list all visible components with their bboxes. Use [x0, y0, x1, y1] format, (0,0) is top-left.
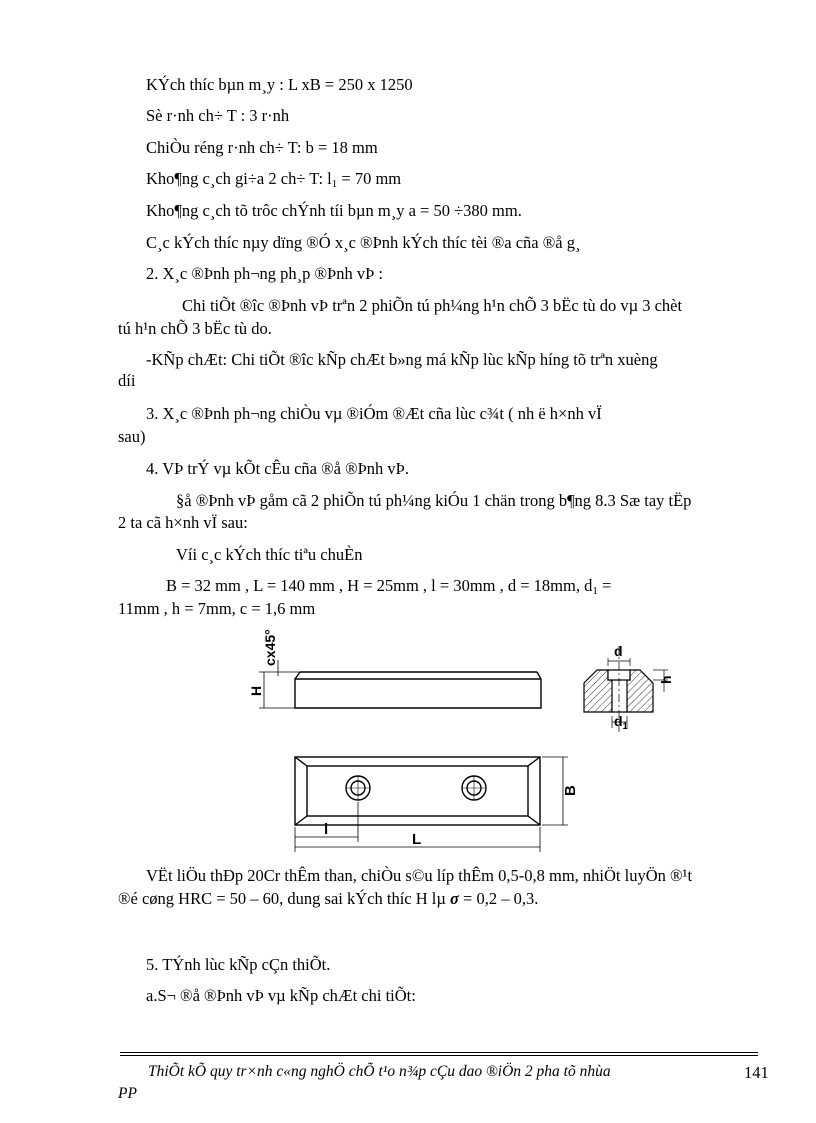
text-line-21: [118, 889, 538, 909]
text-line-17: Víi c¸c kÝch thíc tiªu chuÈn: [176, 545, 363, 564]
text-line-19: 11mm , h = 7mm, c = 1,6 mm: [118, 599, 316, 618]
text-line-18-part-b: =: [597, 576, 612, 595]
text-line-20: VËt liÖu thÐp 20Cr thÊm than, chiÒu s©u líp thÊm 0,5-0,8 mm, nhiÖt luyÖn ®¹t: [146, 866, 693, 885]
text-line-13: sau): [118, 427, 146, 446]
text-line-4: [146, 169, 401, 189]
section-heading-5: 5. TÝnh lùc kÑp cÇn thiÕt.: [146, 955, 331, 974]
label-l: l: [324, 821, 329, 838]
subscript-1: 1: [331, 178, 338, 190]
text-line-18-part-a: B = 32 mm , L = 140 mm , H = 25mm , l = 30mm , d = 18mm, d: [166, 576, 593, 595]
text-line-5: Kho¶ng c¸ch tõ trôc chÝnh tíi bµn m¸y a = 50 ÷380 mm.: [146, 201, 522, 220]
text-line-9: tú h¹n chÕ 3 bËc tù do.: [118, 319, 272, 338]
label-H: H: [248, 685, 264, 696]
text-line-2: Sè r·nh ch÷ T : 3 r·nh: [146, 106, 290, 125]
section-heading-2: 2. X¸c ®Þnh ph¬ng ph¸p ®Þnh vÞ :: [146, 264, 383, 283]
page-number: 141: [744, 1063, 769, 1082]
cross-section-view: [584, 646, 668, 732]
text-line-4-part-a: Kho¶ng c¸ch gi÷a 2 ch÷ T: l: [146, 169, 332, 188]
text-line-23: a.S¬ ®å ®Þnh vÞ vµ kÑp chÆt chi tiÕt:: [146, 986, 416, 1005]
text-line-10: -KÑp chÆt: Chi tiÕt ®îc kÑp chÆt b»ng má kÑp lùc kÑp híng tõ trªn xuèng: [146, 350, 658, 369]
label-d1-sub: 1: [622, 721, 628, 731]
text-line-1: KÝch thíc bµn m¸y : L xB = 250 x 1250: [146, 75, 413, 94]
top-view: [295, 757, 568, 852]
footer-rule-bottom: [120, 1055, 758, 1056]
text-line-16: 2 ta cã h×nh vÏ sau:: [118, 513, 248, 532]
sigma-symbol: σ: [449, 889, 459, 908]
text-line-21-part-a: ®é cøng HRC = 50 – 60, dung sai kÝch thíc H lµ: [118, 889, 450, 908]
text-line-8: Chi tiÕt ®îc ®Þnh vÞ trªn 2 phiÕn tú ph¼ng h¹n chÕ 3 bËc tù do vµ 3 chèt: [182, 296, 683, 315]
label-chamfer: cx45°: [262, 629, 278, 666]
section-heading-3: 3. X¸c ®Þnh ph¬ng chiÒu vµ ®iÓm ®Æt cña lùc c¾t ( nh ë h×nh vÏ: [146, 404, 602, 423]
label-d1-main: d: [614, 713, 623, 729]
label-B: B: [562, 785, 579, 796]
side-view: [259, 660, 541, 708]
label-h: h: [658, 675, 674, 684]
footer-title-cont: PP: [118, 1085, 137, 1102]
text-line-11: díi: [118, 371, 136, 390]
text-line-15: §å ®Þnh vÞ gåm cã 2 phiÕn tú ph¼ng kiÓu 1 chän trong b¶ng 8.3 Sæ tay tËp: [176, 491, 692, 510]
text-line-6: C¸c kÝch thíc nµy dïng ®Ó x¸c ®Þnh kÝch thíc tèi ®a cña ®å g¸: [146, 233, 581, 252]
label-d1: [614, 713, 628, 731]
label-d: d: [614, 643, 623, 659]
text-line-4-part-b: = 70 mm: [337, 169, 402, 188]
label-L: L: [412, 831, 422, 848]
locating-plate-drawing: [0, 620, 816, 860]
text-line-3: ChiÒu réng r·nh ch÷ T: b = 18 mm: [146, 138, 378, 157]
section-heading-4: 4. VÞ trÝ vµ kÕt cÊu cña ®å ®Þnh vÞ.: [146, 459, 409, 478]
footer-rule-top: [120, 1052, 758, 1053]
text-line-21-part-b: = 0,2 – 0,3.: [458, 889, 539, 908]
subscript-d1: 1: [592, 585, 598, 597]
footer-title: ThiÕt kÕ quy tr×nh c«ng nghÖ chÕ t¹o n¾p cÇu dao ®iÖn 2 pha tõ nhùa: [148, 1063, 611, 1080]
text-line-18: [166, 576, 611, 596]
